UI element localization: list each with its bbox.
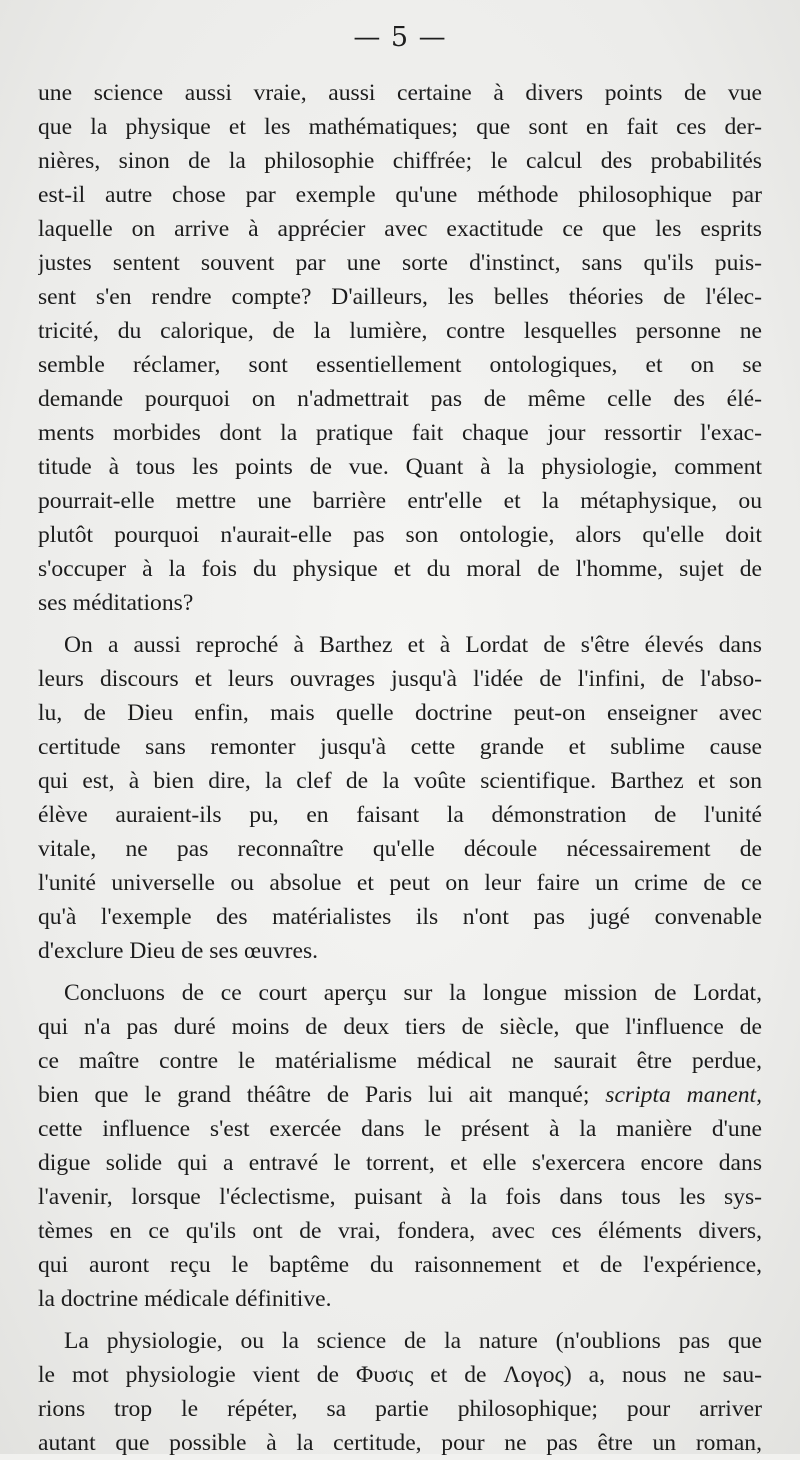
text-line: le mot physiologie vient de Φυσις et de Λογος) a, nous ne sau- [38,1362,762,1388]
text-line: nières, sinon de la philosophie chiffrée; le calcul des probabilités [38,148,762,174]
text-line: justes sentent souvent par une sorte d'instinct, sans qu'ils puis- [38,250,762,276]
text-line: titude à tous les points de vue. Quant à la physiologie, comment [38,454,762,480]
text-line: la doctrine médicale définitive. [38,1286,332,1312]
paragraph [38,76,762,620]
text-line: Concluons de ce court aperçu sur la longue mission de Lordat, [64,980,762,1006]
text-line: l'unité universelle ou absolue et peut on leur faire un crime de ce [38,870,762,896]
text-line: ses méditations? [38,590,194,616]
text-line: rions trop le répéter, sa partie philosophique; pour arriver [38,1396,762,1422]
page-number: — 5 — [353,22,447,53]
paragraph [38,976,762,1316]
paragraph [38,628,762,968]
text-line: autant que possible à la certitude, pour ne pas être un roman, [38,1430,762,1456]
text-line: pourrait-elle mettre une barrière entr'elle et la métaphysique, ou [38,488,762,514]
text-line: qu'à l'exemple des matérialistes ils n'ont pas jugé convenable [38,904,762,930]
text-line: qui auront reçu le baptême du raisonnement et de l'expérience, [38,1252,762,1278]
text-line: leurs discours et leurs ouvrages jusqu'à l'idée de l'infini, de l'abso- [38,666,762,692]
text-line: tèmes en ce qu'ils ont de vrai, fondera, avec ces éléments divers, [38,1218,762,1244]
text-line: ments morbides dont la pratique fait chaque jour ressortir l'exac- [38,420,762,446]
text-line: ce maître contre le matérialisme médical ne saurait être perdue, [38,1048,762,1074]
paragraph-gap [38,968,762,976]
paragraph-gap [38,1316,762,1324]
italic-phrase: scripta manent, [605,1082,762,1108]
text-line: cette influence s'est exercée dans le présent à la manière d'une [38,1116,762,1142]
text-line: La physiologie, ou la science de la nature (n'oublions pas que [64,1328,762,1354]
text-line: semble réclamer, sont essentiellement ontologiques, et on se [38,352,762,378]
text-line: une science aussi vraie, aussi certaine à divers points de vue [38,80,762,106]
paragraph-gap [38,620,762,628]
text-line: qui est, à bien dire, la clef de la voûte scientifique. Barthez et son [38,768,762,794]
text-line: est-il autre chose par exemple qu'une méthode philosophique par [38,182,762,208]
text-line: s'occuper à la fois du physique et du moral de l'homme, sujet de [38,556,762,582]
text-line: d'exclure Dieu de ses œuvres. [38,938,319,964]
text-line: élève auraient-ils pu, en faisant la démonstration de l'unité [38,802,762,828]
text-line: certitude sans remonter jusqu'à cette grande et sublime cause [38,734,762,760]
text-line: tricité, du calorique, de la lumière, contre lesquelles personne ne [38,318,762,344]
text-line: On a aussi reproché à Barthez et à Lordat de s'être élevés dans [64,632,762,658]
text-line: digue solide qui a entravé le torrent, et elle s'exercera encore dans [38,1150,762,1176]
text-line: demande pourquoi on n'admettrait pas de même celle des élé- [38,386,762,412]
body-text [38,76,762,1460]
text-line: que la physique et les mathématiques; que sont en fait ces der- [38,114,762,140]
text-line: vitale, ne pas reconnaître qu'elle découle nécessairement de [38,836,762,862]
text-line: bien que le grand théâtre de Paris lui ait manqué; scripta manent, [38,1082,762,1108]
text-line: plutôt pourquoi n'aurait-elle pas son ontologie, alors qu'elle doit [38,522,762,548]
paragraph [38,1324,762,1460]
text-line: qui n'a pas duré moins de deux tiers de siècle, que l'influence de [38,1014,762,1040]
text-line: l'avenir, lorsque l'éclectisme, puisant à la fois dans tous les sys- [38,1184,762,1210]
text-line: sent s'en rendre compte? D'ailleurs, les belles théories de l'élec- [38,284,762,310]
text-line: lu, de Dieu enfin, mais quelle doctrine peut-on enseigner avec [38,700,762,726]
text-line: laquelle on arrive à apprécier avec exactitude ce que les esprits [38,216,762,242]
